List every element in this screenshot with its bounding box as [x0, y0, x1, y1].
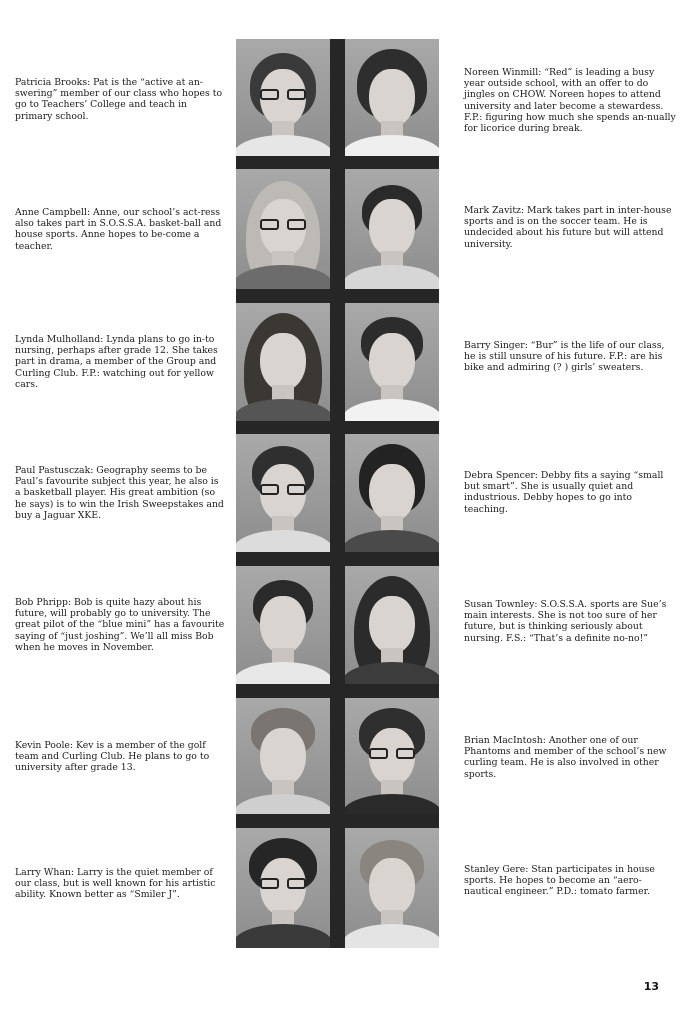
caption-larry-whan: Larry Whan: Larry is the quiet member of our class, but is well known for his artistic ability. Known better as “Smiler J”. [15, 867, 216, 901]
portrait-lynda-mulholland [236, 303, 330, 421]
portrait-susan-townley [345, 566, 439, 684]
portrait-kevin-poole [236, 698, 330, 814]
portrait-patricia-brooks [236, 39, 330, 156]
page-number: 13 [643, 980, 659, 993]
caption-mark-zavitz: Mark Zavitz: Mark takes part in inter-house sports and is on the soccer team. He is undecided about his future but will attend university. [464, 205, 672, 250]
portrait-paul-pastusczak [236, 434, 330, 552]
caption-debra-spencer: Debra Spencer: Debby fits a saying “small but smart”. She is usually quiet and industrious. Debby hopes to go into teaching. [464, 470, 664, 515]
portrait-debra-spencer [345, 434, 439, 552]
caption-patricia-brooks: Patricia Brooks: Pat is the “active at an-swering” member of our class who hopes to go to Teachers’ College and teach in primary school. [15, 77, 223, 122]
portrait-noreen-winmill [345, 39, 439, 156]
caption-noreen-winmill: Noreen Winmill: “Red” is leading a busy year outside school, with an offer to do jingles on CHOW. Noreen hopes to attend university and later become a stewardess. F.P.: figuring how much she spends an-nually for licorice during break. [464, 67, 676, 135]
portrait-stanley-gere [345, 828, 439, 948]
portrait-grid [236, 39, 439, 948]
caption-lynda-mulholland: Lynda Mulholland: Lynda plans to go in-to nursing, perhaps after grade 12. She takes part in drama, a member of the Group and Curling Club. F.P.: watching out for yellow cars. [15, 334, 218, 390]
caption-anne-campbell: Anne Campbell: Anne, our school’s act-ress also takes part in S.O.S.S.A. basket-ball and house sports. Anne hopes to be-come a teacher. [15, 207, 222, 252]
caption-bob-phripp: Bob Phripp: Bob is quite hazy about his future, will probably go to university. The great pilot of the “blue mini” has a favourite saying of “just joshing”. We’ll all miss Bob when he moves in November. [15, 597, 225, 653]
portrait-brian-macintosh [345, 698, 439, 814]
caption-susan-townley: Susan Townley: S.O.S.S.A. sports are Sue’s main interests. She is not too sure of her future, but is thinking seriously about nursing. F.S.: “That’s a definite no-no!” [464, 599, 667, 644]
caption-paul-pastusczak: Paul Pastusczak: Geography seems to be Paul’s favourite subject this year, he also is a basketball player. His great ambition (so he says) is to win the Irish Sweepstakes and buy a Jaguar XKE. [15, 465, 224, 521]
portrait-anne-campbell [236, 169, 330, 289]
caption-kevin-poole: Kevin Poole: Kev is a member of the golf team and Curling Club. He plans to go to university after grade 13. [15, 740, 210, 774]
caption-brian-macintosh: Brian MacIntosh: Another one of our Phantoms and member of the school’s new curling team. He is also involved in other sports. [464, 735, 667, 780]
portrait-barry-singer [345, 303, 439, 421]
portrait-bob-phripp [236, 566, 330, 684]
caption-stanley-gere: Stanley Gere: Stan participates in house sports. He hopes to become an “aero-nautical engineer.” P.D.: tomato farmer. [464, 864, 655, 898]
portrait-larry-whan [236, 828, 330, 948]
portrait-mark-zavitz [345, 169, 439, 289]
caption-barry-singer: Barry Singer: “Bur” is the life of our class, he is still unsure of his future. F.P.: are his bike and admiring (? ) girls’ sweaters. [464, 340, 665, 374]
